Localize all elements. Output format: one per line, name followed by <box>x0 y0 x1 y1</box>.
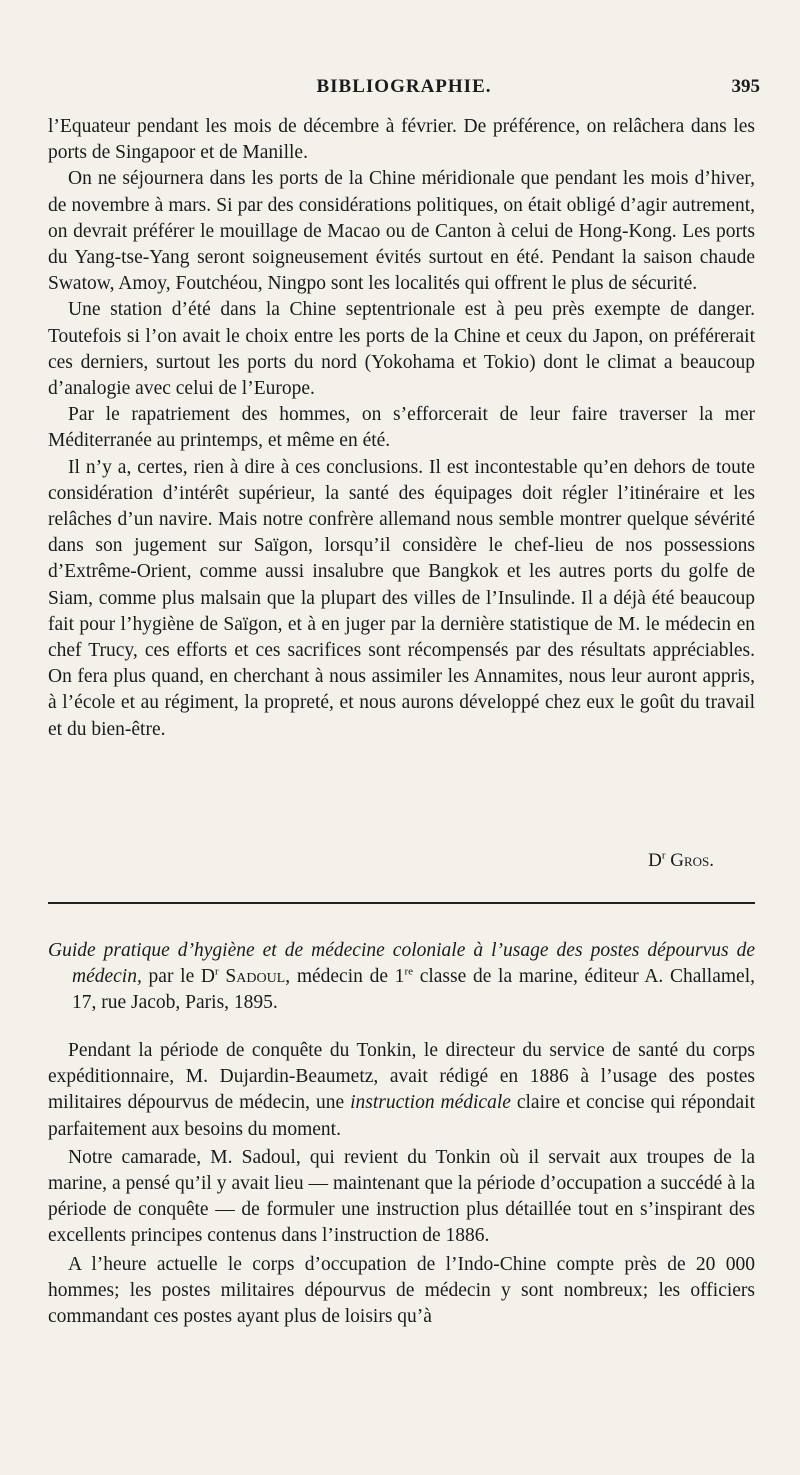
running-head <box>48 76 760 102</box>
paragraph: A l’heure actuelle le corps d’occupation de l’Indo-Chine compte près de 20 000 hommes; les postes militaires dépourvus de médecin y sont nombreux; les officiers commandant ces postes ayant plus de loisirs qu’à <box>48 1253 755 1328</box>
paragraph: Il n’y a, certes, rien à dire à ces conclusions. Il est incontestable qu’en dehors de toute considération d’intérêt supérieur, la santé des équipages doit régler l’itinéraire et les relâches d’un navire. Mais notre confrère allemand nous semble montrer quelque sévérité dans son jugement sur Saïgon, lorsqu’il considère le chef-lieu de nos possessions d’Extrême-Orient, comme aussi insalubre que Bangkok et les autres ports du golfe de Siam, comme plus malsain que la plupart des villes de l’Insulinde. Il a déjà été beaucoup fait pour l’hygiène de Saïgon, et à en juger par la dernière statistique de M. le médecin en chef Trucy, ces efforts et ces sacrifices sont récompensés par des résultats appréciables. On fera plus quand, en cherchant à nous assimiler les Annamites, nous leur auront appris, à l’école et au régiment, la propreté, et nous aurons développé chez eux le goût du travail et du bien-être. <box>48 456 755 740</box>
signature <box>648 850 714 872</box>
paragraph-italic: instruction médicale <box>350 1092 511 1114</box>
paragraph: l’Equateur pendant les mois de décembre à février. De préférence, on relâchera dans les ports de Singapoor et de Manille. <box>48 116 755 164</box>
paragraph: Par le rapatriement des hommes, on s’efforcerait de leur faire traverser la mer Méditerranée au printemps, et même en été. <box>48 404 755 452</box>
book-citation <box>48 938 755 1017</box>
review-text-continued <box>48 114 755 743</box>
book-title-line2: dépourvus de médecin, <box>72 940 756 988</box>
running-title: BIBLIOGRAPHIE. <box>316 76 492 97</box>
citation-by-sup: r <box>215 965 219 978</box>
book-title-line1: Guide pratique d’hygiène et de médecine coloniale à l’usage des postes <box>48 940 640 961</box>
citation-by: par le D <box>141 966 216 988</box>
paragraph-part: claire et concise qui répondait parfaitement aux besoins du moment. <box>48 1092 755 1140</box>
citation-rest1-sup: re <box>404 965 413 978</box>
signature-prefix-sup: r <box>661 849 666 862</box>
citation-rest1: médecin de 1 <box>290 966 405 988</box>
citation-author: Sadoul, <box>218 966 291 988</box>
paragraph: Une station d’été dans la Chine septentrionale est à peu près exempte de danger. Toutefois si l’on avait le choix entre les ports de la Chine et ceux du Japon, on préférerait ces derniers, surtout les ports du nord (Yokohama et Tokio) dont le climat a beaucoup d’analogie avec celui de l’Europe. <box>48 299 755 400</box>
signature-prefix: D <box>648 850 662 871</box>
citation-rest2: classe de la marine, éditeur A. Challamel, 17, rue Jacob, Paris, 1895. <box>72 966 755 1014</box>
paragraph: On ne séjournera dans les ports de la Chine méridionale que pendant les mois d’hiver, de novembre à mars. Si par des considérations politiques, on était obligé d’agir autrement, on devrait préférer le mouillage de Macao ou de Canton à celui de Hong-Kong. Les ports du Yang-tse-Yang seront soigneusement évités surtout en été. Pendant la saison chaude Swatow, Amoy, Foutchéou, Ningpo sont les localités qui offrent le plus de sécurité. <box>48 168 755 295</box>
signature-name: Gros. <box>670 850 714 871</box>
page-number: 395 <box>731 76 760 97</box>
paragraph: Notre camarade, M. Sadoul, qui revient du Tonkin où il servait aux troupes de la marine, a pensé qu’il y avait lieu — maintenant que la période d’occupation a succédé à la période de conquête — de formuler une instruction plus détaillée tout en s’inspirant des excellents principes contenus dans l’instruction de 1886. <box>48 1146 755 1247</box>
review-text <box>48 1038 755 1330</box>
citation-text <box>48 938 755 1017</box>
paragraph-part: Pendant la période de conquête du Tonkin, le directeur du service de santé du corps expéditionnaire, M. Dujardin-Beaumetz, avait rédigé en 1886 à l’usage des postes militaires dépourvus de médecin, une <box>48 1040 755 1114</box>
paragraph <box>48 1038 755 1143</box>
section-divider <box>48 902 755 904</box>
